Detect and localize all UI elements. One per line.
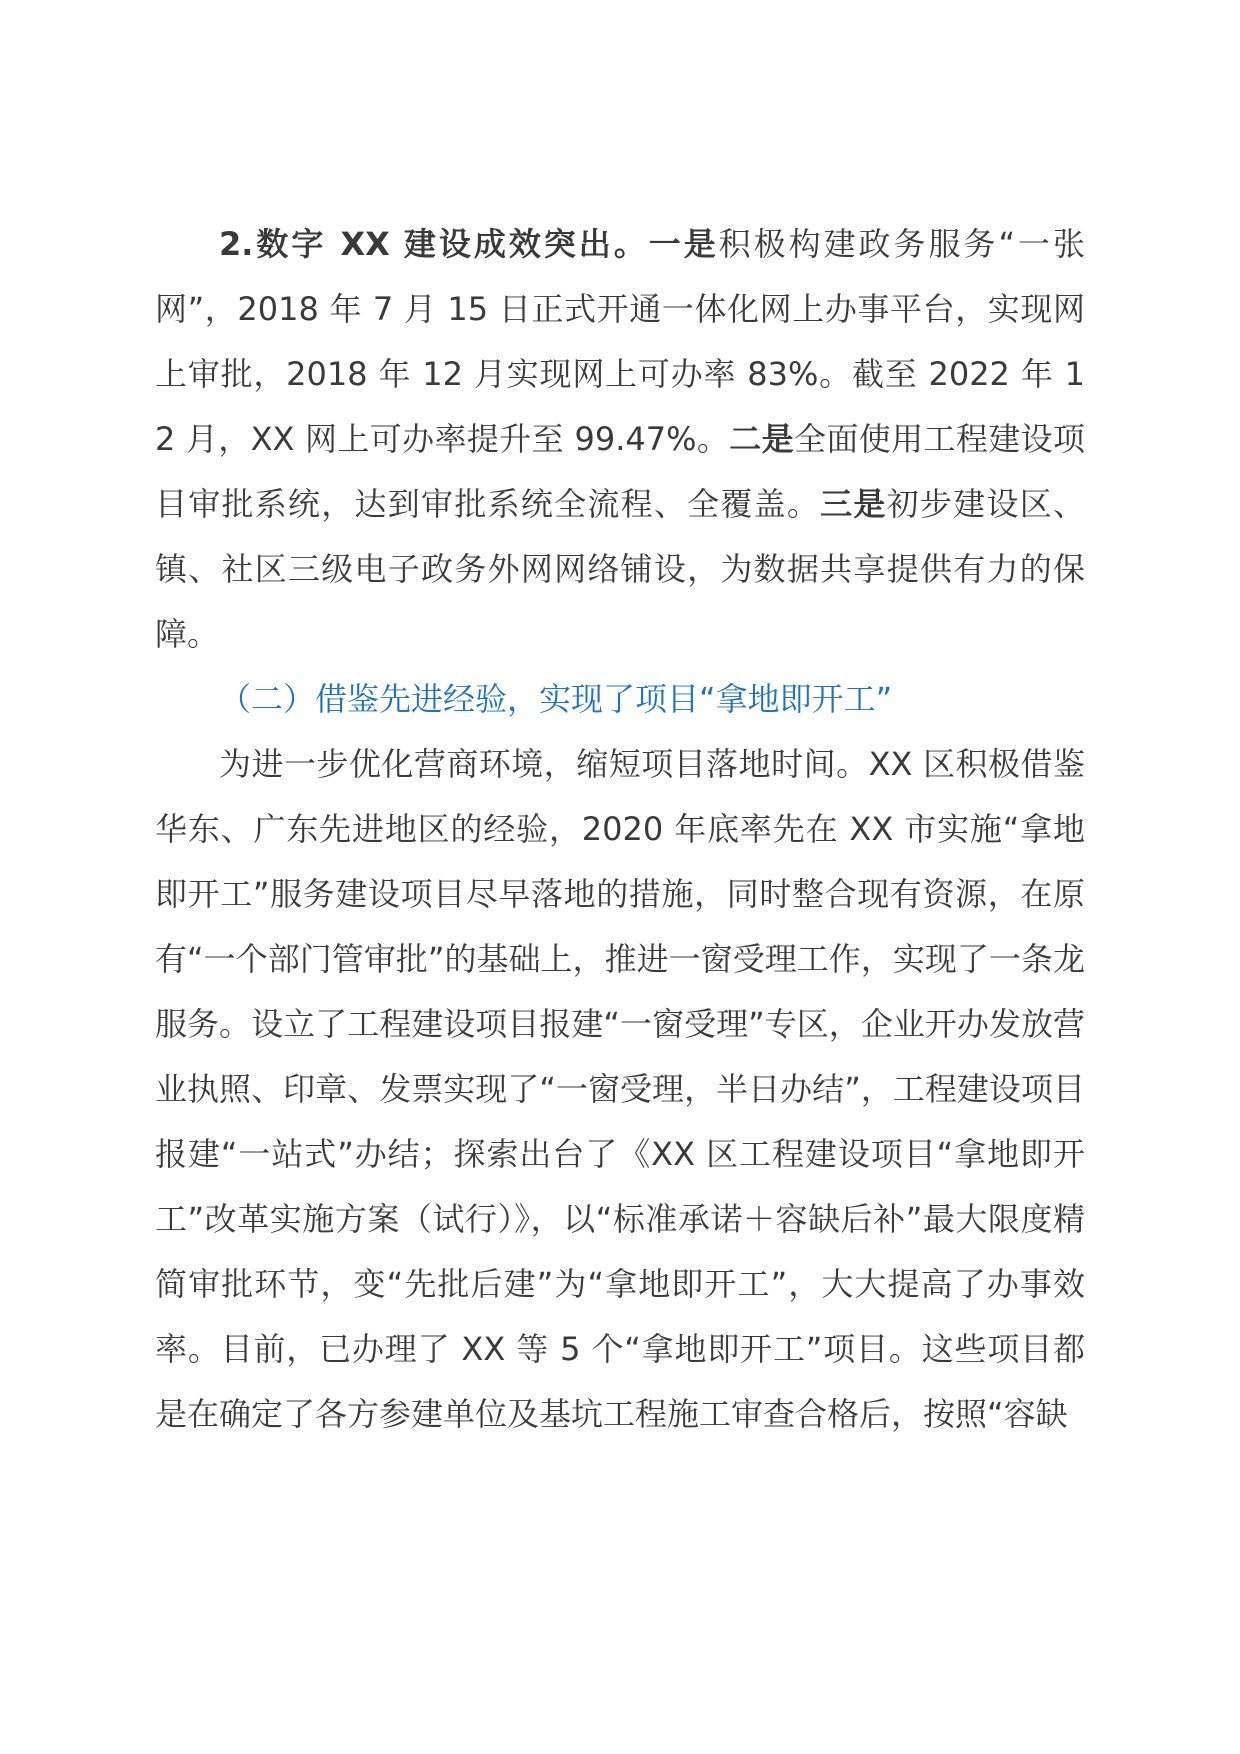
item-2-label: 二是 — [729, 420, 795, 458]
item-3-label: 三是 — [820, 485, 887, 523]
item-2-text: 全面使用工程建设项目审批系统，达到审批系统全流程、全覆盖。 — [155, 420, 1085, 523]
paragraph-digital-construction — [155, 212, 1085, 667]
paragraph-lead: 2.数字 XX 建设成效突出。 — [219, 225, 649, 263]
section-heading: （二）借鉴先进经验，实现了项目“拿地即开工” — [219, 680, 893, 718]
item-1-text: 积极构建政务服务“一张网”，2018 年 7 月 15 日正式开通一体化网上办事平台，实现网上审批，2018 年 12 月实现网上可办率 83%。截至 2022 年 12 月，XX 网上可办率提升至 99.47%。 — [155, 225, 1085, 458]
item-3-text: 初步建设区、镇、社区三级电子政务外网网络铺设，为数据共享提供有力的保障。 — [155, 485, 1085, 653]
item-1-label: 一是 — [648, 225, 719, 263]
document-body — [155, 212, 1085, 1447]
paragraph-experience: 为进一步优化营商环境，缩短项目落地时间。XX 区积极借鉴华东、广东先进地区的经验，2020 年底率先在 XX 市实施“拿地即开工”服务建设项目尽早落地的措施，同时整合现有资源，在原有“一个部门管审批”的基础上，推进一窗受理工作，实现了一条龙服务。设立了工程建设项目报建“一窗受理”专区，企业开办发放营业执照、印章、发票实现了“一窗受理，半日办结”，工程建设项目报建“一站式”办结；探索出台了《XX 区工程建设项目“拿地即开工”改革实施方案（试行）》，以“标准承诺＋容缺后补”最大限度精简审批环节，变“先批后建”为“拿地即开工”，大大提高了办事效率。目前，已办理了 XX 等 5 个“拿地即开工”项目。这些项目都是在确定了各方参建单位及基坑工程施工审查合格后，按照“容缺 — [155, 745, 1085, 1433]
